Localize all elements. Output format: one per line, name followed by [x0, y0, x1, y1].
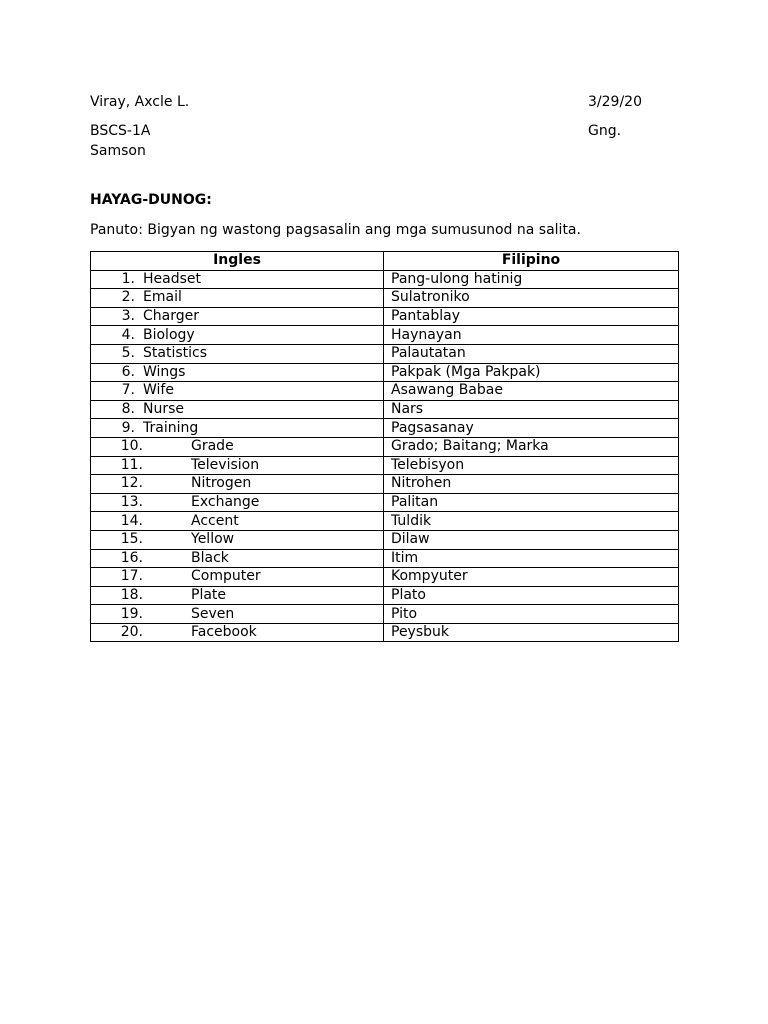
- english-word: Plate: [191, 586, 227, 603]
- item-number: 13.: [120, 494, 143, 511]
- filipino-word: Itim: [384, 549, 679, 568]
- ingles-cell: [91, 344, 384, 363]
- item-number: 19.: [120, 605, 143, 622]
- table-row: [91, 568, 679, 587]
- filipino-word: Pakpak (Mga Pakpak): [384, 363, 679, 382]
- filipino-word: Dilaw: [384, 530, 679, 549]
- filipino-word: Sulatroniko: [384, 289, 679, 308]
- ingles-cell: [91, 605, 384, 624]
- item-number: 10.: [120, 438, 143, 455]
- ingles-cell: [91, 493, 384, 512]
- ingles-cell: [91, 475, 384, 494]
- filipino-word: Haynayan: [384, 326, 679, 345]
- table-row: [91, 270, 679, 289]
- table-row: [91, 512, 679, 531]
- filipino-word: Asawang Babae: [384, 382, 679, 401]
- date: 3/29/20: [588, 94, 642, 110]
- table-row: [91, 419, 679, 438]
- table-row: [91, 493, 679, 512]
- table-body: [91, 270, 679, 642]
- table-row: [91, 530, 679, 549]
- filipino-word: Nitrohen: [384, 475, 679, 494]
- item-number: 18.: [120, 586, 143, 603]
- english-word: Training: [143, 419, 199, 436]
- ingles-cell: [91, 400, 384, 419]
- table-row: [91, 475, 679, 494]
- filipino-word: Nars: [384, 400, 679, 419]
- item-number: 1.: [121, 270, 135, 287]
- english-word: Biology: [143, 326, 195, 343]
- table-row: [91, 437, 679, 456]
- item-number: 9.: [121, 419, 135, 436]
- table-row: [91, 400, 679, 419]
- instructions: Panuto: Bigyan ng wastong pagsasalin ang mga sumusunod na salita.: [90, 222, 581, 238]
- filipino-word: Palitan: [384, 493, 679, 512]
- item-number: 20.: [120, 624, 143, 641]
- column-header-filipino: Filipino: [384, 252, 679, 271]
- teacher-surname: Samson: [90, 143, 146, 159]
- table-header-row: [91, 252, 679, 271]
- table-row: [91, 605, 679, 624]
- filipino-word: Grado; Baitang; Marka: [384, 437, 679, 456]
- ingles-cell: [91, 307, 384, 326]
- filipino-word: Plato: [384, 586, 679, 605]
- item-number: 2.: [121, 289, 135, 306]
- table-row: [91, 344, 679, 363]
- english-word: Black: [191, 549, 229, 566]
- english-word: Headset: [143, 270, 202, 287]
- table-row: [91, 623, 679, 642]
- table-row: [91, 363, 679, 382]
- ingles-cell: [91, 289, 384, 308]
- english-word: Nitrogen: [191, 475, 252, 492]
- english-word: Nurse: [143, 401, 185, 418]
- item-number: 5.: [121, 345, 135, 362]
- ingles-cell: [91, 568, 384, 587]
- english-word: Television: [191, 456, 260, 473]
- ingles-cell: [91, 326, 384, 345]
- item-number: 3.: [121, 308, 135, 325]
- item-number: 6.: [121, 363, 135, 380]
- ingles-cell: [91, 382, 384, 401]
- ingles-cell: [91, 456, 384, 475]
- filipino-word: Telebisyon: [384, 456, 679, 475]
- item-number: 11.: [120, 456, 143, 473]
- filipino-word: Kompyuter: [384, 568, 679, 587]
- filipino-word: Pang-ulong hatinig: [384, 270, 679, 289]
- column-header-ingles: Ingles: [91, 252, 384, 271]
- student-name: Viray, Axcle L.: [90, 94, 190, 110]
- table-row: [91, 456, 679, 475]
- item-number: 14.: [120, 512, 143, 529]
- filipino-word: Tuldik: [384, 512, 679, 531]
- ingles-cell: [91, 549, 384, 568]
- english-word: Wife: [143, 382, 174, 399]
- ingles-cell: [91, 530, 384, 549]
- filipino-word: Palautatan: [384, 344, 679, 363]
- filipino-word: Pantablay: [384, 307, 679, 326]
- english-word: Charger: [143, 308, 199, 325]
- item-number: 8.: [121, 401, 135, 418]
- english-word: Grade: [191, 438, 234, 455]
- item-number: 12.: [120, 475, 143, 492]
- table-row: [91, 289, 679, 308]
- english-word: Facebook: [191, 624, 257, 641]
- teacher-prefix: Gng.: [588, 123, 622, 139]
- ingles-cell: [91, 623, 384, 642]
- table-row: [91, 549, 679, 568]
- english-word: Yellow: [191, 531, 235, 548]
- ingles-cell: [91, 419, 384, 438]
- ingles-cell: [91, 586, 384, 605]
- filipino-word: Peysbuk: [384, 623, 679, 642]
- item-number: 4.: [121, 326, 135, 343]
- item-number: 16.: [120, 549, 143, 566]
- english-word: Wings: [143, 363, 186, 380]
- ingles-cell: [91, 363, 384, 382]
- english-word: Accent: [191, 512, 239, 529]
- english-word: Email: [143, 289, 182, 306]
- item-number: 15.: [120, 531, 143, 548]
- english-word: Computer: [191, 568, 261, 585]
- translation-table: [90, 251, 679, 642]
- filipino-word: Pito: [384, 605, 679, 624]
- table-row: [91, 326, 679, 345]
- filipino-word: Pagsasanay: [384, 419, 679, 438]
- english-word: Exchange: [191, 494, 260, 511]
- item-number: 7.: [121, 382, 135, 399]
- activity-title: HAYAG-DUNOG:: [90, 192, 212, 208]
- ingles-cell: [91, 437, 384, 456]
- ingles-cell: [91, 270, 384, 289]
- english-word: Statistics: [143, 345, 207, 362]
- table-row: [91, 586, 679, 605]
- section: BSCS-1A: [90, 123, 151, 139]
- table-row: [91, 382, 679, 401]
- english-word: Seven: [191, 605, 235, 622]
- ingles-cell: [91, 512, 384, 531]
- table-row: [91, 307, 679, 326]
- item-number: 17.: [120, 568, 143, 585]
